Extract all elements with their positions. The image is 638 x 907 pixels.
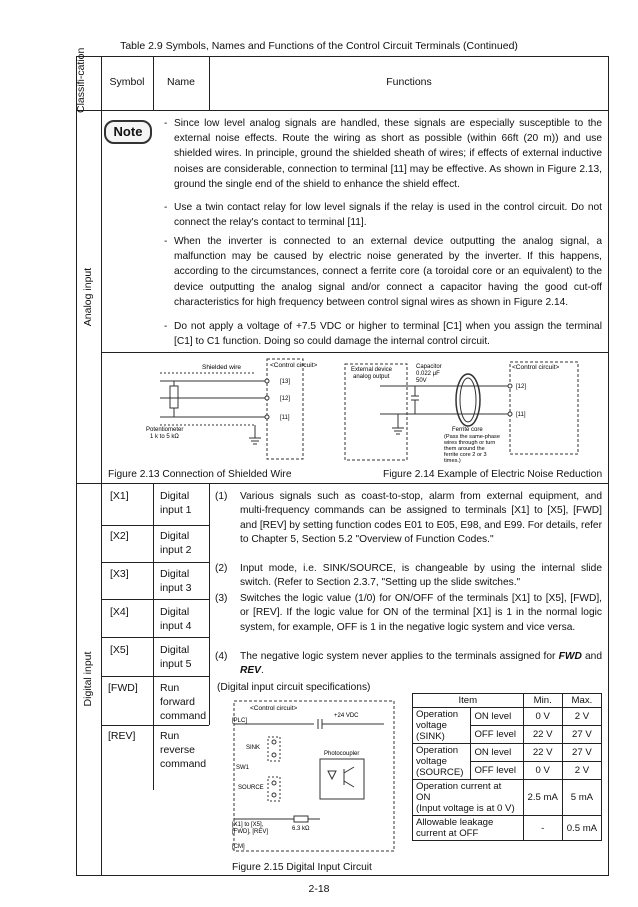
spec-value: 0 V	[523, 762, 562, 780]
terminal-symbol: [REV]	[108, 730, 136, 742]
terminal-symbol: [X3]	[110, 568, 129, 580]
spec-op-sink: Operation voltage (SINK)	[413, 708, 471, 744]
row-divider	[101, 562, 209, 563]
digital-item-2: (2) Input mode, i.e. SINK/SOURCE, is changeable by using the internal slide switch. (Refer to Section 2.3.7, "Setting up the slide switches."	[215, 563, 602, 589]
fig14-terminal-12: [12]	[516, 384, 527, 390]
fig15-photocoupler-label: Photocoupler	[324, 751, 360, 757]
spec-value: -	[523, 816, 562, 841]
spec-value: 22 V	[523, 726, 562, 744]
figure-2-15-caption: Figure 2.15 Digital Input Circuit	[232, 862, 372, 873]
spec-value: 2.5 mA	[523, 780, 562, 816]
header-classification: Classifi-cation	[75, 47, 87, 113]
spec-current: Operation current at ON (Input voltage is at 0 V)	[413, 780, 524, 816]
spec-title: (Digital input circuit specifications)	[217, 682, 371, 693]
spec-header-max: Max.	[562, 694, 601, 708]
figure-2-14-caption: Figure 2.14 Example of Electric Noise Reduction	[383, 469, 603, 480]
fig15-inputs-label-2: [FWD], [REV]	[232, 829, 268, 835]
note-bullet-4: - Do not apply a voltage of +7.5 VDC or higher to terminal [C1] when you assign the terminal [C1] to C1 function. Doing so could damage the internal control circuit.	[164, 321, 602, 348]
fig15-sink-label: SINK	[246, 745, 261, 751]
terminal-name: Run reverse command	[160, 730, 207, 770]
fig13-terminal-12: [12]	[280, 396, 291, 402]
fig14-analog-output-label: analog output	[353, 374, 390, 380]
note-bullet-2: - Use a twin contact relay for low level signals if the relay is used in the control circuit. Do not connect the relay's contact to terminal [11].	[164, 202, 602, 229]
fig14-capacitor-label: Capacitor	[416, 364, 442, 370]
terminal-name: Digital input 3	[160, 568, 192, 594]
table-caption: Table 2.9 Symbols, Names and Functions of the Control Circuit Terminals (Continued)	[120, 40, 518, 52]
digital-item-3: (3) Switches the logic value (1/0) for ON/OFF of the terminals [X1] to [X5], [FWD], or [REV]. If the logic value for ON of the terminal [X1] is 1 in the normal logic system, for example, OFF is 1 in the negative logic system and vice versa.	[215, 593, 602, 633]
row-divider	[101, 525, 209, 526]
fig15-control-circuit-label: <Control circuit>	[250, 705, 298, 712]
spec-value: 0.5 mA	[562, 816, 601, 841]
spec-off-level: OFF level	[471, 762, 523, 780]
header-name: Name	[166, 76, 195, 88]
terminal-name: Digital input 2	[160, 530, 192, 556]
terminal-name: Digital input 1	[160, 490, 192, 516]
fig15-resistor-label: 6.3 kΩ	[292, 826, 310, 832]
fig14-capacitor-value: 0.022 μF	[416, 371, 440, 377]
fig14-ferrite-line-5: ferrite core 2 or 3	[444, 452, 487, 458]
fig14-ferrite-line-2: (Pass the same-phase	[444, 434, 500, 440]
page-number: 2-18	[308, 883, 330, 895]
fig14-external-device-label: External device	[351, 367, 393, 373]
fig15-plc-label: [PLC]	[232, 718, 248, 724]
fig14-control-circuit-label: <Control circuit>	[512, 364, 560, 371]
fig13-potentiometer-range: 1 k to 5 kΩ	[150, 434, 179, 440]
figure-2-15-diagram	[224, 697, 406, 857]
spec-header-item: Item	[413, 694, 524, 708]
note-icon: Note	[104, 120, 152, 144]
note-bullet-1: - Since low level analog signals are handled, these signals are especially susceptible to the external noise effects. Route the wiring as short as possible (within 66ft (20 m)) and use shielded wires. In principle, ground the shielded sheath of wires; if effects of external inductive noises are considerable, connection to terminal [11] may be effective. As shown in Figure 2.13, ground the single end of the shield to enhance the shield effect.	[164, 118, 602, 190]
fig15-sw1-label: SW1	[236, 765, 250, 771]
section-divider	[76, 483, 609, 484]
row-divider	[101, 676, 209, 677]
row-divider	[101, 599, 209, 600]
spec-op-source: Operation voltage (SOURCE)	[413, 744, 471, 780]
spec-value: 5 mA	[562, 780, 601, 816]
fig15-source-label: SOURCE	[238, 785, 264, 791]
spec-value: 27 V	[562, 726, 601, 744]
spec-value: 22 V	[523, 744, 562, 762]
row-divider	[101, 725, 209, 726]
classification-analog: Analog input	[82, 267, 94, 327]
fig14-ferrite-line-6: times.)	[444, 458, 461, 464]
fig15-inputs-label: [X1] to [X5],	[232, 822, 264, 828]
header-symbol: Symbol	[109, 76, 145, 88]
terminal-symbol: [X4]	[110, 606, 129, 618]
figure-row-divider	[101, 352, 609, 353]
spec-value: 2 V	[562, 762, 601, 780]
digital-item-1: (1) Various signals such as coast-to-stop, alarm from external equipment, and multi-frequency commands can be assigned to terminals [X1] to [X5], [FWD] and [REV] by setting function codes E01 to E05, E98, and E99. For details, refer to Chapter 5, Section 5.2 "Overview of Function Codes."	[215, 491, 602, 545]
spec-off-level: OFF level	[471, 726, 523, 744]
fig14-ferrite-line-4: them around the	[444, 446, 485, 452]
fig14-terminal-11: [11]	[516, 412, 526, 418]
spec-on-level: ON level	[471, 708, 523, 726]
fig13-potentiometer-label: Potentiometer	[146, 427, 184, 433]
row-divider	[101, 637, 209, 638]
figure-2-13-diagram	[140, 356, 318, 464]
fig15-vdc-label: +24 VDC	[334, 713, 359, 719]
spec-table	[412, 693, 602, 841]
fig13-shielded-wire-label: Shielded wire	[202, 364, 242, 371]
terminal-name: Digital input 5	[160, 644, 192, 670]
header-functions: Functions	[386, 76, 432, 88]
classification-divider	[101, 56, 102, 876]
fig13-terminal-11: [11]	[280, 415, 290, 421]
note-bullet-3: - When the inverter is connected to an external device outputting the analog signal, a malfunction may be caused by electric noise generated by the inverter. If this happens, according to the circumstances, connect a ferrite core (a toroidal core or an equivalent) to the device outputting the analog signal and/or connect a capacitor having the good cut-off characteristics for high frequency between control signal wires as shown in Figure 2.14.	[164, 236, 602, 308]
spec-value: 2 V	[562, 708, 601, 726]
spec-value: 0 V	[523, 708, 562, 726]
spec-leakage: Allowable leakage current at OFF	[413, 816, 524, 841]
fig15-cm-label: [CM]	[232, 844, 245, 850]
spec-header-min: Min.	[523, 694, 562, 708]
spec-value: 27 V	[562, 744, 601, 762]
digital-name-divider	[209, 483, 210, 725]
digital-item-4: (4) The negative logic system never applies to the terminals assigned for FWD and REV.	[215, 651, 602, 677]
fig14-capacitor-voltage: 50V	[416, 378, 427, 384]
terminal-symbol: [X5]	[110, 644, 129, 656]
fig13-control-circuit-label: <Control circuit>	[270, 362, 318, 369]
terminal-symbol: [X2]	[110, 530, 129, 542]
terminal-symbol: [X1]	[110, 490, 129, 502]
classification-digital: Digital input	[82, 651, 94, 707]
fig14-ferrite-line-3: wires through or turn	[444, 440, 496, 446]
fig14-ferrite-line-1: Ferrite core	[452, 427, 483, 433]
spec-on-level: ON level	[471, 744, 523, 762]
figure-2-13-caption: Figure 2.13 Connection of Shielded Wire	[108, 469, 292, 480]
header-divider	[76, 110, 609, 111]
terminal-name: Digital input 4	[160, 606, 192, 632]
terminal-name: Run forward command	[160, 682, 207, 722]
fig13-terminal-13: [13]	[280, 379, 291, 385]
terminal-symbol: [FWD]	[108, 682, 138, 694]
figure-2-14-diagram	[340, 356, 605, 468]
